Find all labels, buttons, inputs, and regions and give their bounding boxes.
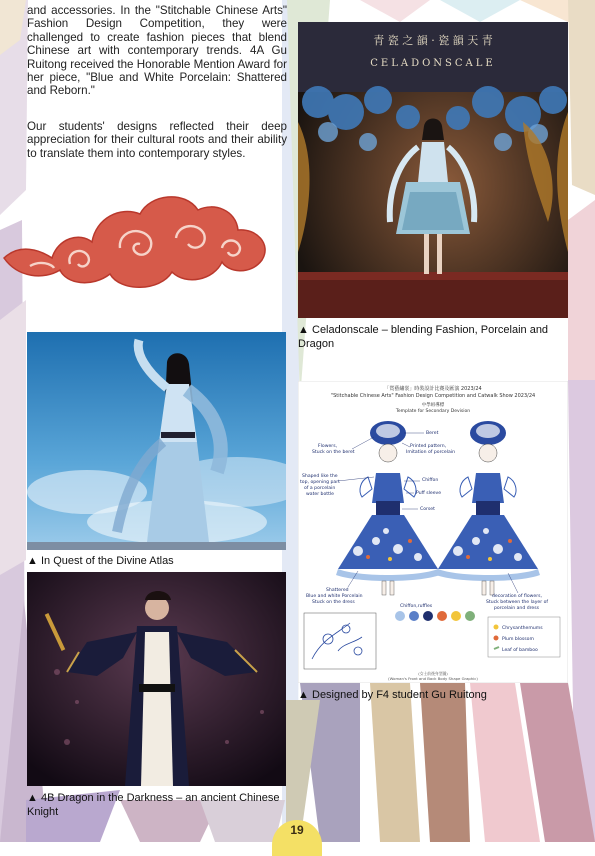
- design-header-cn: 「賞藝繡裳」時裝設計比賽及匯演 2023/24: [384, 386, 482, 392]
- svg-text:of a porcelain: of a porcelain: [304, 486, 336, 491]
- svg-text:Stuck on the dress: Stuck on the dress: [312, 600, 355, 605]
- fashion-design-sheet: [298, 381, 568, 683]
- svg-text:Stuck on the beret: Stuck on the beret: [312, 450, 355, 455]
- legend-leaf-bamboo: Leaf of bamboo: [502, 648, 538, 653]
- caption-marker: ▲: [298, 324, 309, 336]
- caption-design-sheet: ▲ Designed by F4 student Gu Ruitong: [298, 689, 487, 701]
- svg-text:porcelain and dress: porcelain and dress: [494, 606, 540, 611]
- design-division-cn: 中學組導標: [421, 403, 445, 408]
- backdrop-chinese-title: 青 瓷 之 韻 · 瓷 韻 天 青: [373, 34, 493, 47]
- page-number-badge: [272, 820, 322, 856]
- caption-divine-atlas: ▲ In Quest of the Divine Atlas: [27, 555, 174, 567]
- design-footer-cn: (女士前後身型圖): [418, 671, 448, 676]
- porcelain-pattern-sketch: [304, 613, 376, 669]
- caption-marker: ▲: [27, 792, 38, 804]
- caption-dragon-darkness: ▲ 4B Dragon in the Darkness – an ancient Chinese Knight: [27, 792, 280, 818]
- label-flowers: Flowers,: [318, 444, 338, 449]
- svg-text:Stuck between the layer of: Stuck between the layer of: [486, 600, 549, 605]
- svg-text:Printed pattern,: Printed pattern,: [410, 444, 447, 449]
- design-division-en: Template for Secondary Devision: [395, 409, 471, 414]
- auspicious-cloud-illustration: [0, 188, 282, 298]
- design-footer-en: (Woman's Front and Back Body Shape Graphic): [388, 676, 478, 681]
- divine-atlas-photo: [27, 332, 286, 550]
- backdrop-latin-title: CELADONSCALE: [370, 58, 496, 69]
- caption-celadonscale: ▲ Celadonscale – blending Fashion, Porcelain and Dragon: [298, 324, 549, 350]
- label-decoration: decoration of flowers,: [492, 594, 542, 599]
- svg-text:top, opening part: top, opening part: [300, 480, 340, 485]
- label-corset: Corset: [420, 507, 435, 512]
- svg-text:Imitation of porcelain: Imitation of porcelain: [406, 450, 456, 455]
- design-header-en: "Stitchable Chinese Arts" Fashion Design Competition and Catwalk Show 2023/24: [330, 393, 536, 399]
- svg-text:Blue and white Porcelain: Blue and white Porcelain: [306, 594, 363, 599]
- label-chiffon: Chiffon: [422, 478, 439, 483]
- caption-marker: ▲: [27, 555, 38, 567]
- label-beret: Beret: [426, 431, 439, 436]
- article-paragraph-1: and accessories. In the "Stitchable Chinese Arts" Fashion Design Competition, they were challenged to create fashion pieces that blend Chinese art with contemporary trends. 4A Gu Ruitong received the Honorable Mention Award for her piece, "Blue and White Porcelain: Shattered and Reborn.": [27, 4, 287, 98]
- page-number: 19: [290, 823, 304, 837]
- legend-chrysanthemums: Chrysanthemums: [502, 626, 543, 631]
- svg-text:water bottle: water bottle: [306, 492, 334, 497]
- label-ruffles: Chiffon,ruffles: [400, 604, 433, 609]
- label-shaped: Shaped like the: [302, 474, 338, 479]
- label-shattered: Shattered: [326, 588, 349, 593]
- legend-plum-blossom: Plum blossom: [502, 637, 534, 642]
- label-puff: Puff sleeve: [416, 491, 442, 496]
- article-paragraph-2: Our students' designs reflected their deep appreciation for their cultural roots and their ability to translate them into contemporary styles.: [27, 120, 287, 160]
- celadonscale-runway-photo: [298, 22, 568, 318]
- dragon-darkness-photo: [27, 572, 286, 786]
- caption-marker: ▲: [298, 689, 309, 701]
